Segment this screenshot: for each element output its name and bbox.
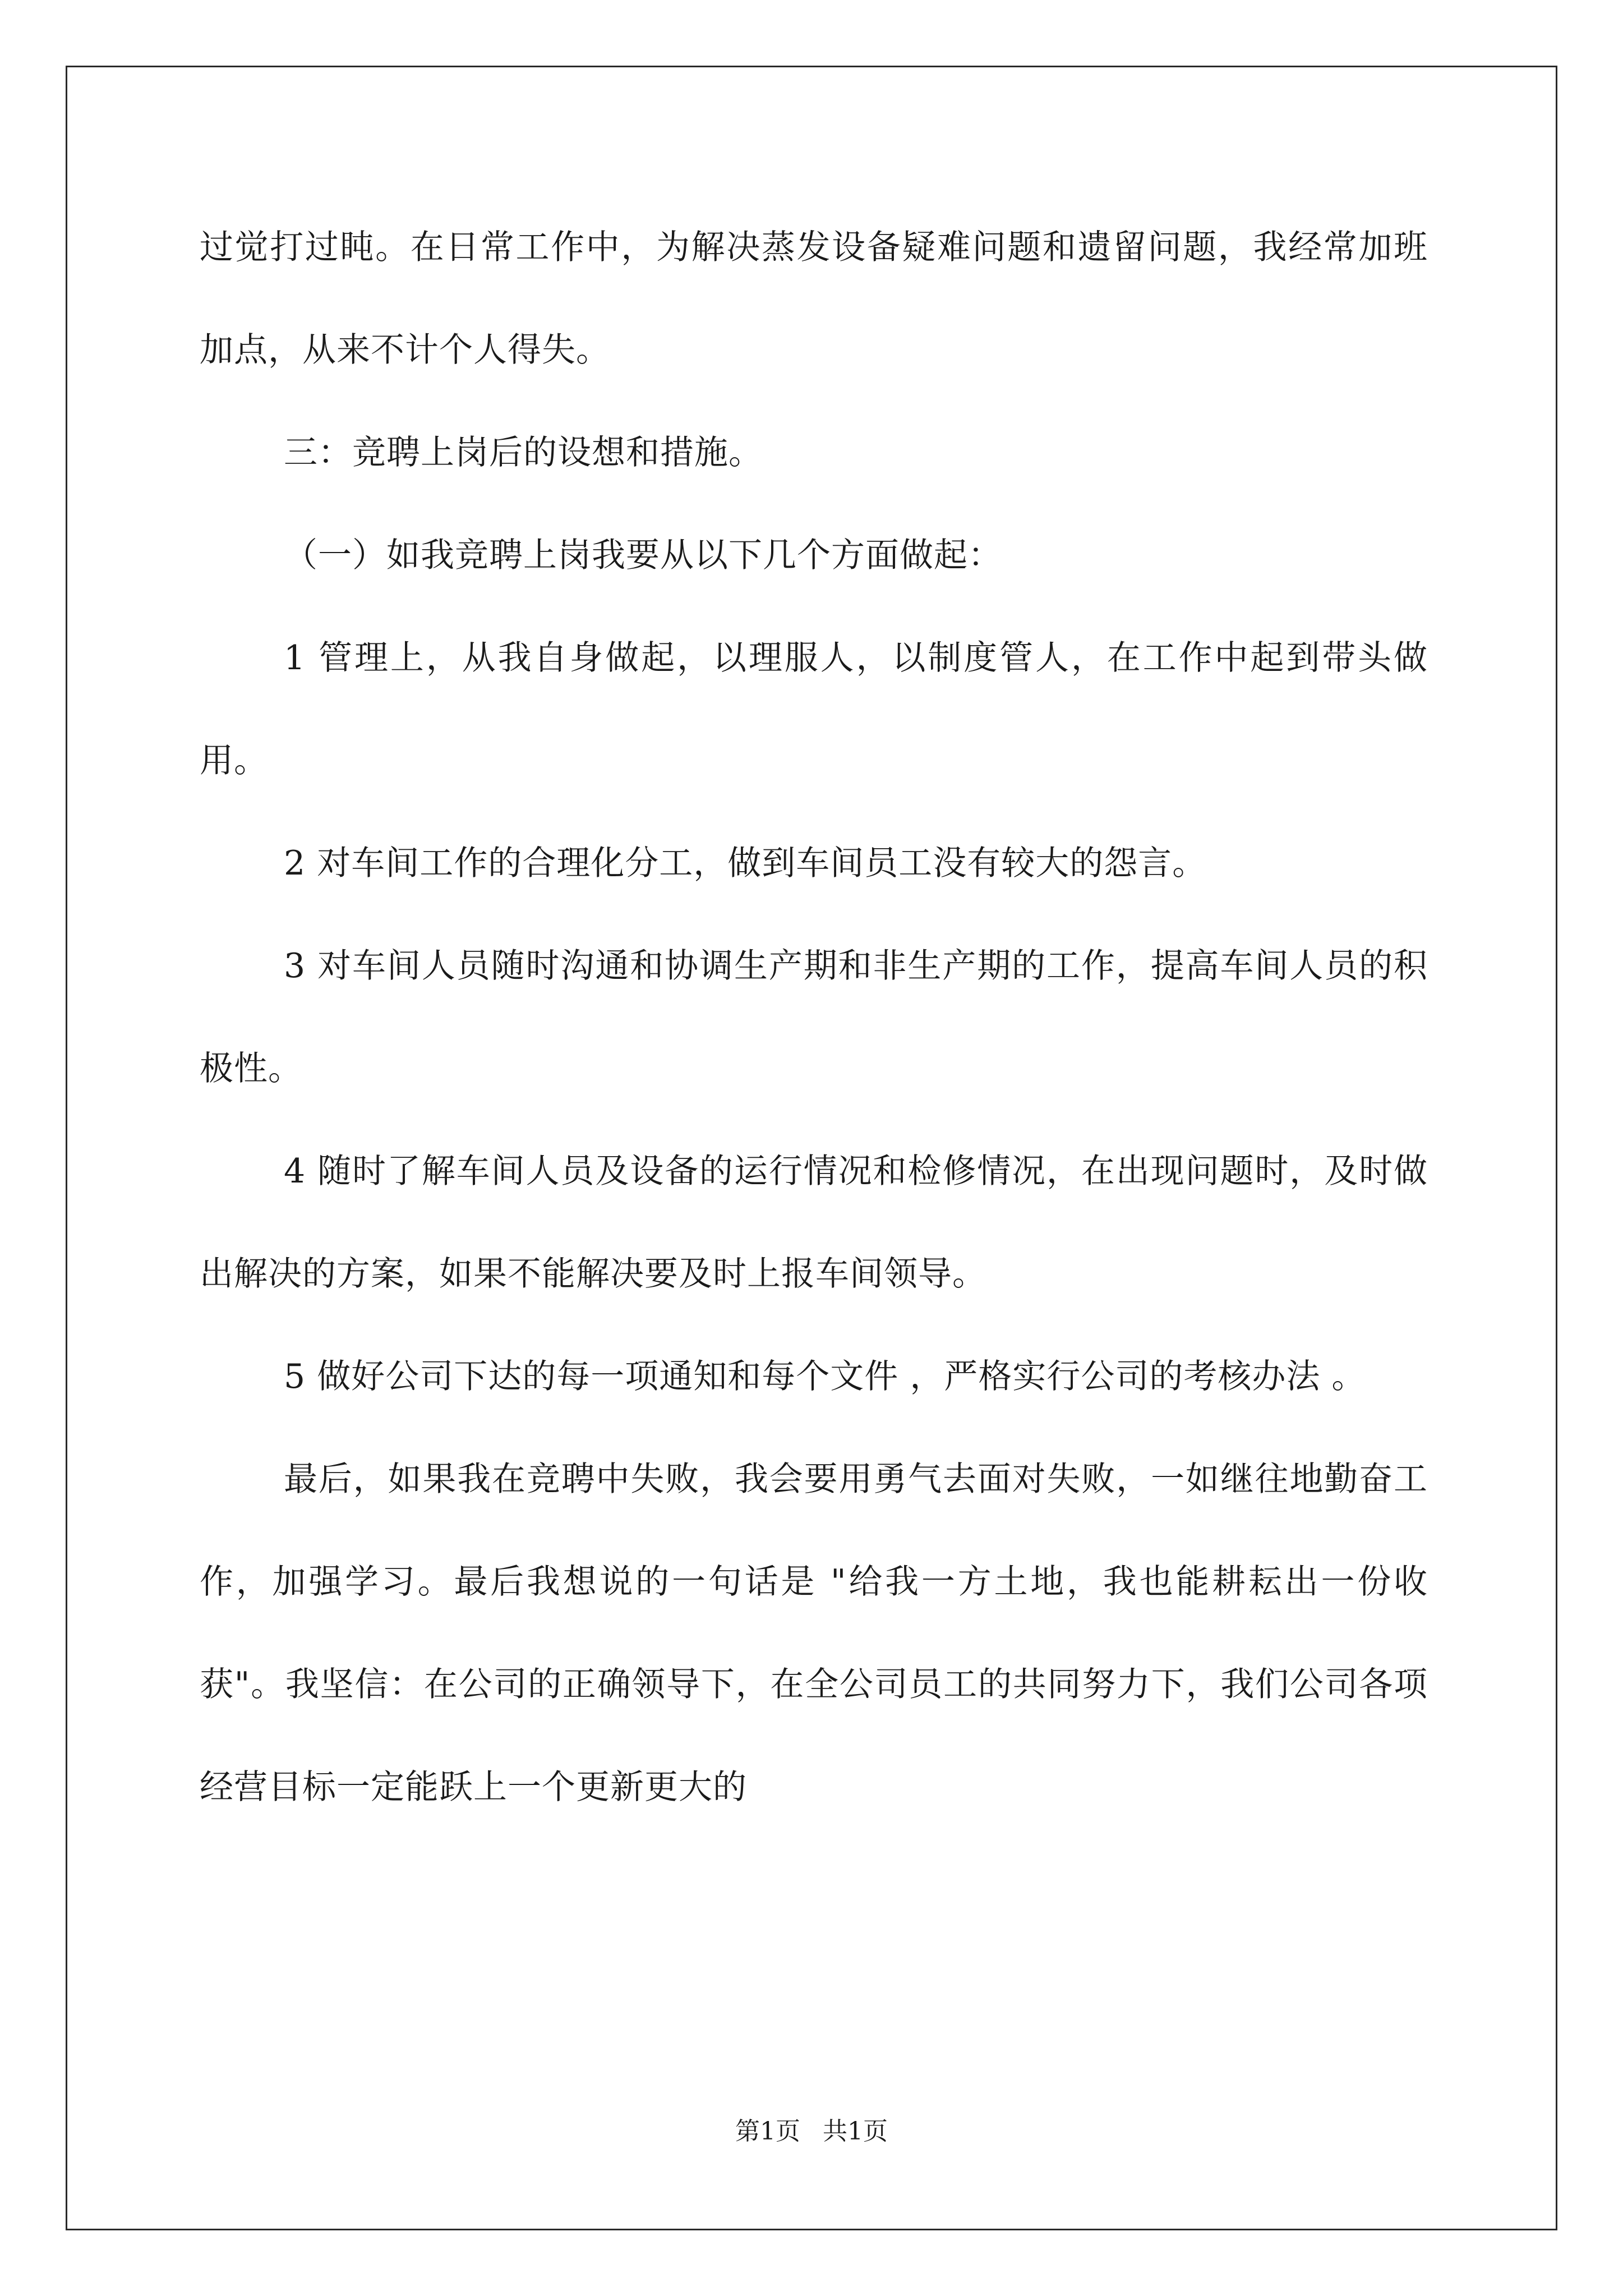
paragraph: 最后，如果我在竞聘中失败，我会要用勇气去面对失败，一如继往地勤奋工作，加强学习。最后我想说的一句话是 "给我一方土地，我也能耕耘出一份收获"。我坚信：在公司的正确领导下，在全公司员工的共同努力下，我们公司各项经营目标一定能跃上一个更新更大的 (200, 1460, 1428, 1807)
paragraph: 3 对车间人员随时沟通和协调生产期和非生产期的工作，提高车间人员的积极性。 (200, 946, 1428, 1088)
paragraph: 1 管理上，从我自身做起，以理服人，以制度管人，在工作中起到带头做用。 (200, 638, 1428, 780)
page-number-current: 第1页 (735, 2117, 800, 2146)
page-footer (0, 2115, 1623, 2148)
paragraph: （一）如我竞聘上岗我要从以下几个方面做起： (284, 536, 1002, 575)
paragraph: 过觉打过盹。在日常工作中，为解决蒸发设备疑难问题和遗留问题，我经常加班加点，从来不计个人得失。 (200, 228, 1428, 370)
paragraph: 5 做好公司下达的每一项通知和每个文件 ，严格实行公司的考核办法 。 (284, 1357, 1366, 1396)
page-number-total: 共1页 (823, 2117, 888, 2146)
paragraph: 2 对车间工作的合理化分工，做到车间员工没有较大的怨言。 (284, 844, 1207, 883)
paragraph: 4 随时了解车间人员及设备的运行情况和检修情况，在出现问题时，及时做出解决的方案，如果不能解决要及时上报车间领导。 (200, 1152, 1428, 1294)
paragraph: 三：竞聘上岗后的设想和措施。 (284, 433, 763, 472)
document-body (200, 196, 1428, 1839)
